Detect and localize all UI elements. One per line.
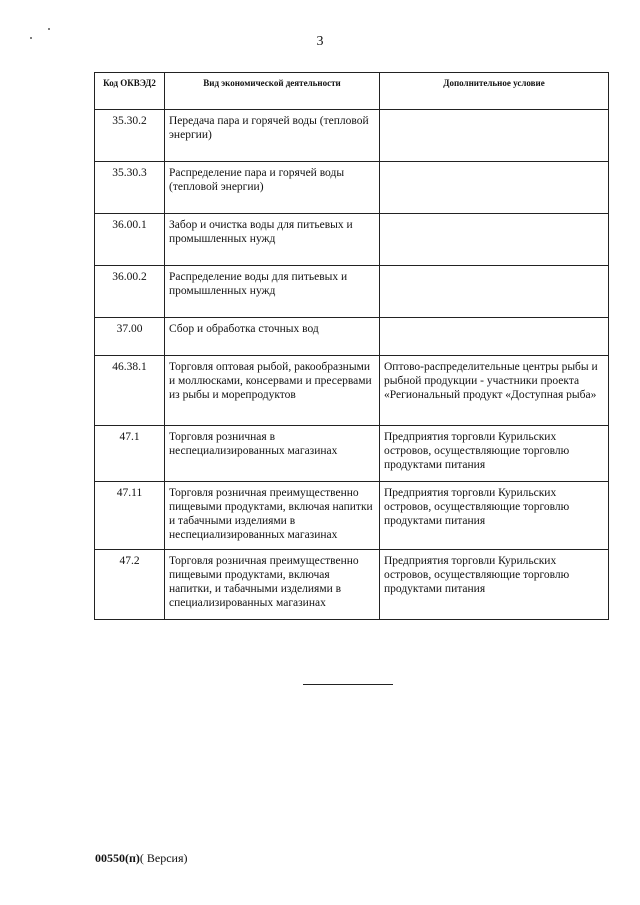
page-number: 3 <box>316 34 324 49</box>
activity-cell: Забор и очистка воды для питьевых и промышленных нужд <box>165 214 380 266</box>
version-label: ( Версия) <box>139 851 188 865</box>
table-row <box>95 356 609 426</box>
closing-divider <box>303 684 393 685</box>
code-cell: 47.2 <box>95 550 165 620</box>
doc-code: 00550(п) <box>95 851 140 865</box>
activity-cell: Торговля розничная преимущественно пищевыми продуктами, включая напитки и табачными изделиями в неспециализированных магазинах <box>165 482 380 550</box>
activity-cell: Распределение воды для питьевых и промышленных нужд <box>165 266 380 318</box>
activity-cell: Сбор и обработка сточных вод <box>165 318 380 356</box>
code-cell: 37.00 <box>95 318 165 356</box>
code-cell: 47.1 <box>95 426 165 482</box>
header-code: Код ОКВЭД2 <box>95 73 165 110</box>
header-condition: Дополнительное условие <box>380 73 609 110</box>
code-cell: 35.30.3 <box>95 162 165 214</box>
code-cell: 35.30.2 <box>95 110 165 162</box>
condition-cell <box>380 110 609 162</box>
table-row <box>95 426 609 482</box>
code-cell: 36.00.2 <box>95 266 165 318</box>
footer-doc-code <box>95 851 188 866</box>
condition-cell: Оптово-распределительные центры рыбы и рыбной продукции - участники проекта «Региональный продукт «Доступная рыба» <box>380 356 609 426</box>
table-row <box>95 482 609 550</box>
scan-speck <box>30 37 32 39</box>
code-cell: 36.00.1 <box>95 214 165 266</box>
condition-cell: Предприятия торговли Курильских островов, осуществляющие торговлю продуктами питания <box>380 550 609 620</box>
condition-cell <box>380 318 609 356</box>
condition-cell: Предприятия торговли Курильских островов, осуществляющие торговлю продуктами питания <box>380 426 609 482</box>
condition-cell <box>380 162 609 214</box>
activity-cell: Распределение пара и горячей воды (тепловой энергии) <box>165 162 380 214</box>
table-row <box>95 550 609 620</box>
activity-cell: Торговля розничная в неспециализированных магазинах <box>165 426 380 482</box>
condition-cell: Предприятия торговли Курильских островов, осуществляющие торговлю продуктами питания <box>380 482 609 550</box>
scan-speck <box>48 28 50 30</box>
table-row <box>95 110 609 162</box>
table-header-row <box>95 73 609 110</box>
activity-cell: Торговля розничная преимущественно пищевыми продуктами, включая напитки, и табачными изделиями в специализированных магазинах <box>165 550 380 620</box>
condition-cell <box>380 214 609 266</box>
code-cell: 47.11 <box>95 482 165 550</box>
activity-cell: Торговля оптовая рыбой, ракообразными и моллюсками, консервами и пресервами из рыбы и морепродуктов <box>165 356 380 426</box>
activity-cell: Передача пара и горячей воды (тепловой энергии) <box>165 110 380 162</box>
header-activity: Вид экономической деятельности <box>165 73 380 110</box>
table-row <box>95 214 609 266</box>
okved-table <box>94 72 609 620</box>
table-row <box>95 266 609 318</box>
table-row <box>95 318 609 356</box>
table-row <box>95 162 609 214</box>
code-cell: 46.38.1 <box>95 356 165 426</box>
condition-cell <box>380 266 609 318</box>
